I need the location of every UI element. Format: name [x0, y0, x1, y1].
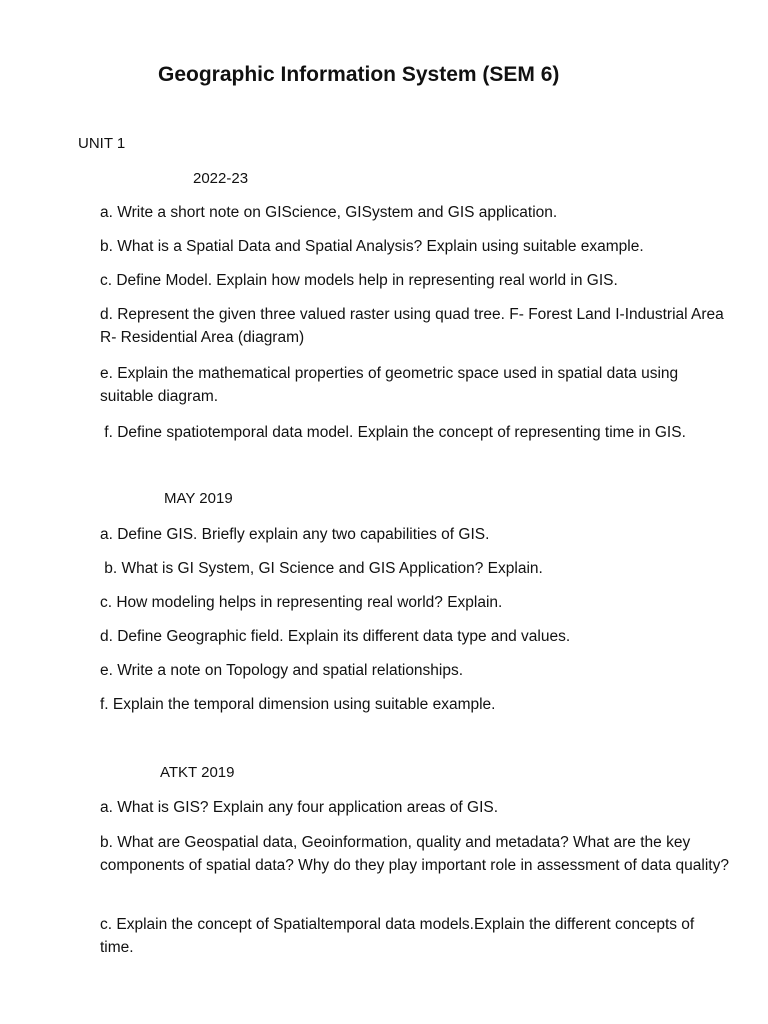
section-heading-atkt-2019: ATKT 2019: [160, 764, 235, 781]
question-may-f: f. Explain the temporal dimension using suitable example.: [100, 696, 496, 713]
question-may-c: c. How modeling helps in representing real world? Explain.: [100, 594, 503, 611]
question-atkt-c: c. Explain the concept of Spatialtemporal data models.Explain the different concepts of time.: [100, 916, 695, 956]
question-2022-e: e. Explain the mathematical properties of geometric space used in spatial data using suitable diagram.: [100, 365, 679, 405]
question-2022-c: c. Define Model. Explain how models help in representing real world in GIS.: [100, 272, 618, 289]
question-may-b: b. What is GI System, GI Science and GIS Application? Explain.: [100, 560, 543, 577]
unit-label: UNIT 1: [78, 135, 126, 152]
question-atkt-a: a. What is GIS? Explain any four application areas of GIS.: [100, 799, 499, 816]
section-heading-may-2019: MAY 2019: [164, 490, 233, 507]
question-atkt-b: b. What are Geospatial data, Geoinformation, quality and metadata? What are the key components of spatial data? Why do they play important role in assessment of data quality?: [100, 834, 729, 874]
question-2022-a: a. Write a short note on GIScience, GISystem and GIS application.: [100, 204, 558, 221]
section-heading-2022-23: 2022-23: [193, 170, 249, 187]
document-title: Geographic Information System (SEM 6): [158, 63, 560, 86]
question-2022-d: d. Represent the given three valued raster using quad tree. F- Forest Land I-Industrial Area R- Residential Area (diagram): [100, 306, 724, 346]
question-2022-f: f. Define spatiotemporal data model. Explain the concept of representing time in GIS.: [100, 424, 686, 441]
question-may-a: a. Define GIS. Briefly explain any two capabilities of GIS.: [100, 526, 490, 543]
question-2022-b: b. What is a Spatial Data and Spatial Analysis? Explain using suitable example.: [100, 238, 644, 255]
question-may-e: e. Write a note on Topology and spatial relationships.: [100, 662, 464, 679]
question-may-d: d. Define Geographic field. Explain its different data type and values.: [100, 628, 571, 645]
